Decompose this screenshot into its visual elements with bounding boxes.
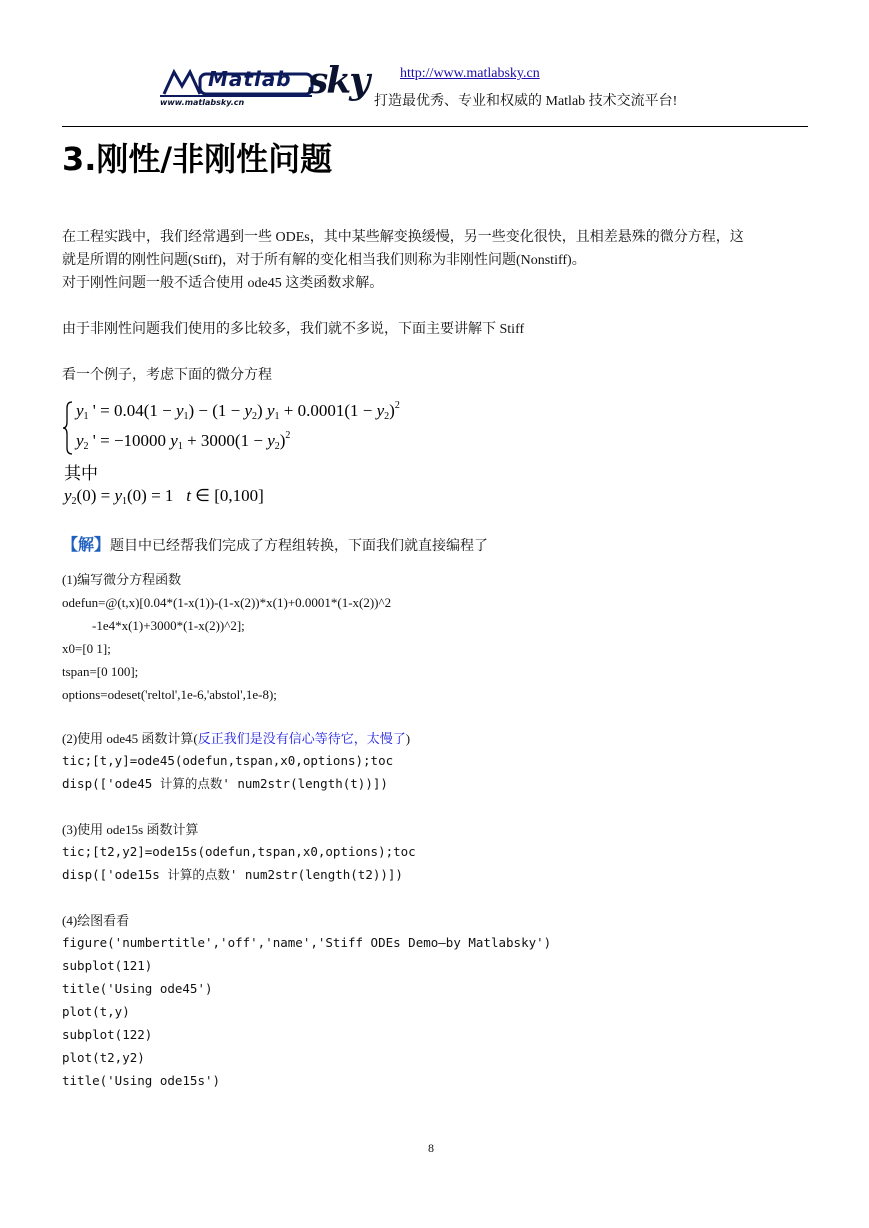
equation-2: $y_2$ ' = −10000 $y_1 + 3000(1 - y_2)^2$ [76,430,291,452]
code-line: subplot(122) [62,1027,153,1042]
section-title: 3.刚性/非刚性问题 [62,140,333,178]
intro-paragraph-line-2: 就是所谓的刚性问题(Stiff)，对于所有解的变化相当我们则称为非刚性问题(Nonstiff)。 [62,253,586,268]
step-2-close: ) [405,731,411,746]
code-line: title('Using ode15s') [62,1073,221,1088]
where-label: 其中 [64,464,98,483]
code-line: title('Using ode45') [62,981,213,996]
step-1-heading: (1)编写微分方程函数 [62,572,182,587]
solution-tag: 【解】 [62,537,111,554]
page-number: 8 [428,1141,434,1155]
page-header [62,56,808,127]
logo-sky-text: sky [308,60,369,102]
step-3-heading: (3)使用 ode15s 函数计算 [62,822,199,837]
equation-1: $y_1$ ' = $0.04(1 - y_1) - (1 - y_2)$ $y_1 + 0.0001(1 - y_2)^2$ [76,400,400,422]
site-slogan: 打造最优秀、专业和权威的 Matlab 技术交流平台! [374,94,678,109]
example-intro-text: 看一个例子，考虑下面的微分方程 [62,368,272,383]
logo-text: Matlab [208,67,292,91]
code-line: odefun=@(t,x)[0.04*(1-x(1))-(1-x(2))*x(1)+0.0001*(1-x(2))^2 [62,595,392,610]
solution-line [62,536,808,557]
code-line: plot(t2,y2) [62,1050,145,1065]
code-line: disp(['ode45 计算的点数' num2str(length(t))]) [62,776,388,791]
code-line: plot(t,y) [62,1004,130,1019]
logo-url-text: www.matlabsky.cn [160,98,245,107]
step-4-heading: (4)绘图看看 [62,913,130,928]
code-line: options=odeset('reltol',1e-6,'abstol',1e-8); [62,687,277,702]
code-line: tic;[t,y]=ode45(odefun,tspan,x0,options);toc [62,753,394,768]
intro-paragraph-line-1: 在工程实践中，我们经常遇到一些 ODEs，其中某些解变换缓慢，另一些变化很快，且相差悬殊的微分方程，这 [62,230,744,245]
step-2-note: 反正我们是没有信心等待它，太慢了 [197,731,406,746]
left-brace-icon [62,400,74,456]
step-2-heading [62,729,410,749]
code-line: figure('numbertitle','off','name','Stiff ODEs Demo—by Matlabsky') [62,935,552,950]
step-2-heading-text: (2)使用 ode45 函数计算( [62,731,198,746]
matlabsky-logo [160,62,390,110]
code-line: tspan=[0 100]; [62,664,139,679]
solution-text: 题目中已经帮我们完成了方程组转换，下面我们就直接编程了 [110,539,489,554]
intro-paragraph-line-3: 对于刚性问题一般不适合使用 ode45 这类函数求解。 [62,276,384,291]
site-url-link[interactable]: http://www.matlabsky.cn [400,66,540,81]
code-line: x0=[0 1]; [62,641,111,656]
stiff-intro-text: 由于非刚性问题我们使用的多比较多，我们就不多说，下面主要讲解下 Stiff [62,322,525,337]
code-line: disp(['ode15s 计算的点数' num2str(length(t2))]) [62,867,403,882]
code-line: tic;[t2,y2]=ode15s(odefun,tspan,x0,options);toc [62,844,416,859]
code-line: -1e4*x(1)+3000*(1-x(2))^2]; [92,618,245,633]
initial-condition: $y_2(0) = y_1(0) = 1$ t ∈ [0,100] [64,486,264,507]
code-line: subplot(121) [62,958,153,973]
